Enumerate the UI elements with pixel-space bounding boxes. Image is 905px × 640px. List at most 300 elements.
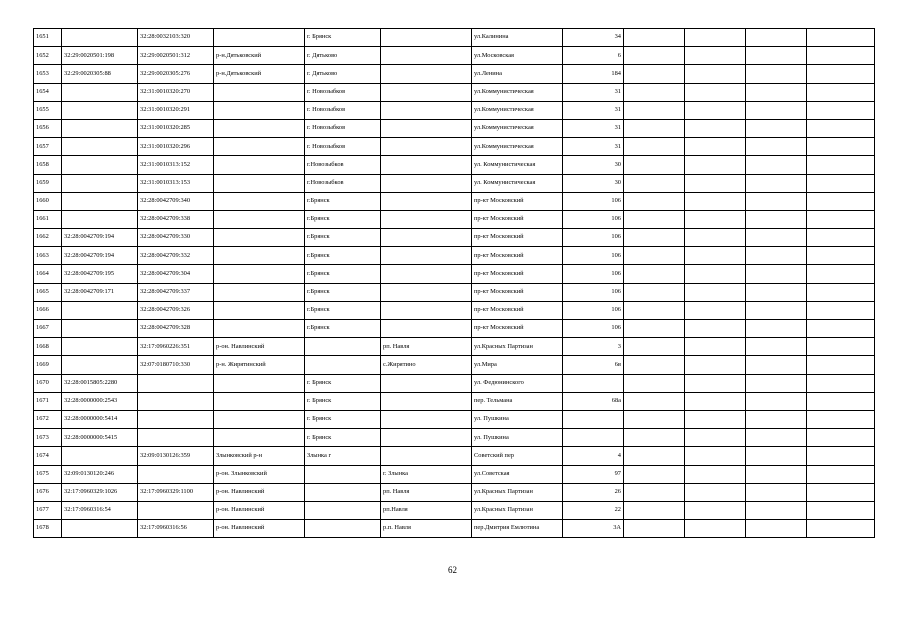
- locality-cell: г.Брянск: [305, 301, 381, 319]
- house-number-cell: 31: [563, 83, 624, 101]
- empty-cell: [807, 65, 875, 83]
- table-row: [34, 447, 875, 465]
- row-number-cell: 1661: [34, 210, 62, 228]
- empty-cell: [746, 447, 807, 465]
- house-number-cell: 68а: [563, 392, 624, 410]
- previous-cadastral-number-cell: 32:17:0960316:54: [62, 501, 138, 519]
- empty-cell: [685, 101, 746, 119]
- table-row: [34, 47, 875, 65]
- page-number: 62: [448, 565, 457, 575]
- cadastral-number-cell: 32:28:0042709:337: [138, 283, 214, 301]
- table-row: [34, 392, 875, 410]
- house-number-cell: 30: [563, 174, 624, 192]
- house-number-cell: 184: [563, 65, 624, 83]
- locality-cell: [305, 338, 381, 356]
- district-cell: [214, 101, 305, 119]
- house-number-cell: 106: [563, 301, 624, 319]
- settlement-cell: [381, 83, 472, 101]
- empty-cell: [807, 174, 875, 192]
- empty-cell: [685, 429, 746, 447]
- empty-cell: [624, 483, 685, 501]
- street-cell: пер. Тельмана: [472, 392, 563, 410]
- registry-table-body: [34, 29, 875, 538]
- settlement-cell: [381, 320, 472, 338]
- house-number-cell: 97: [563, 465, 624, 483]
- cadastral-number-cell: [138, 392, 214, 410]
- house-number-cell: 6в: [563, 356, 624, 374]
- previous-cadastral-number-cell: [62, 447, 138, 465]
- empty-cell: [624, 410, 685, 428]
- empty-cell: [807, 47, 875, 65]
- district-cell: р-он. Злынковский: [214, 465, 305, 483]
- empty-cell: [624, 447, 685, 465]
- empty-cell: [685, 192, 746, 210]
- table-row: [34, 301, 875, 319]
- cadastral-number-cell: 32:17:0960226:351: [138, 338, 214, 356]
- previous-cadastral-number-cell: 32:29:0020305:88: [62, 65, 138, 83]
- locality-cell: г.Брянск: [305, 229, 381, 247]
- house-number-cell: 31: [563, 138, 624, 156]
- empty-cell: [746, 47, 807, 65]
- empty-cell: [807, 447, 875, 465]
- locality-cell: г.Брянск: [305, 192, 381, 210]
- empty-cell: [746, 138, 807, 156]
- district-cell: [214, 119, 305, 137]
- empty-cell: [746, 229, 807, 247]
- previous-cadastral-number-cell: [62, 138, 138, 156]
- empty-cell: [807, 192, 875, 210]
- house-number-cell: 106: [563, 210, 624, 228]
- previous-cadastral-number-cell: [62, 119, 138, 137]
- locality-cell: г.Брянск: [305, 247, 381, 265]
- district-cell: [214, 374, 305, 392]
- row-number-cell: 1663: [34, 247, 62, 265]
- empty-cell: [746, 174, 807, 192]
- previous-cadastral-number-cell: [62, 301, 138, 319]
- previous-cadastral-number-cell: 32:28:0000000:5415: [62, 429, 138, 447]
- empty-cell: [807, 101, 875, 119]
- street-cell: пр-кт Московский: [472, 265, 563, 283]
- empty-cell: [746, 119, 807, 137]
- empty-cell: [807, 83, 875, 101]
- row-number-cell: 1655: [34, 101, 62, 119]
- empty-cell: [807, 119, 875, 137]
- street-cell: ул.Советская: [472, 465, 563, 483]
- locality-cell: Злынка г: [305, 447, 381, 465]
- empty-cell: [624, 247, 685, 265]
- table-row: [34, 410, 875, 428]
- previous-cadastral-number-cell: 32:29:0020501:198: [62, 47, 138, 65]
- empty-cell: [685, 392, 746, 410]
- district-cell: р-н. Жирятинский: [214, 356, 305, 374]
- street-cell: ул.Коммунистическая: [472, 83, 563, 101]
- previous-cadastral-number-cell: [62, 192, 138, 210]
- previous-cadastral-number-cell: 32:28:0042709:171: [62, 283, 138, 301]
- empty-cell: [746, 320, 807, 338]
- table-row: [34, 210, 875, 228]
- district-cell: [214, 229, 305, 247]
- empty-cell: [685, 301, 746, 319]
- house-number-cell: 26: [563, 483, 624, 501]
- empty-cell: [746, 465, 807, 483]
- cadastral-number-cell: 32:31:0010313:153: [138, 174, 214, 192]
- cadastral-number-cell: 32:28:0042709:326: [138, 301, 214, 319]
- locality-cell: [305, 356, 381, 374]
- settlement-cell: рп.Навля: [381, 501, 472, 519]
- street-cell: ул.Ленина: [472, 65, 563, 83]
- row-number-cell: 1654: [34, 83, 62, 101]
- table-row: [34, 429, 875, 447]
- locality-cell: г.Новозыбков: [305, 174, 381, 192]
- row-number-cell: 1668: [34, 338, 62, 356]
- street-cell: ул.Красных Партизан: [472, 501, 563, 519]
- district-cell: [214, 301, 305, 319]
- street-cell: ул.Московская: [472, 47, 563, 65]
- row-number-cell: 1664: [34, 265, 62, 283]
- registry-table: [33, 28, 875, 538]
- row-number-cell: 1675: [34, 465, 62, 483]
- empty-cell: [624, 338, 685, 356]
- empty-cell: [807, 338, 875, 356]
- district-cell: [214, 410, 305, 428]
- row-number-cell: 1677: [34, 501, 62, 519]
- cadastral-number-cell: 32:29:0020305:276: [138, 65, 214, 83]
- empty-cell: [746, 501, 807, 519]
- table-row: [34, 320, 875, 338]
- district-cell: [214, 174, 305, 192]
- empty-cell: [685, 356, 746, 374]
- empty-cell: [807, 320, 875, 338]
- cadastral-number-cell: 32:28:0042709:340: [138, 192, 214, 210]
- settlement-cell: [381, 138, 472, 156]
- empty-cell: [624, 83, 685, 101]
- empty-cell: [624, 192, 685, 210]
- locality-cell: г. Брянск: [305, 29, 381, 47]
- empty-cell: [807, 465, 875, 483]
- locality-cell: г. Брянск: [305, 429, 381, 447]
- empty-cell: [807, 229, 875, 247]
- previous-cadastral-number-cell: [62, 101, 138, 119]
- previous-cadastral-number-cell: [62, 356, 138, 374]
- empty-cell: [685, 320, 746, 338]
- cadastral-number-cell: 32:31:0010320:270: [138, 83, 214, 101]
- empty-cell: [746, 65, 807, 83]
- empty-cell: [746, 283, 807, 301]
- previous-cadastral-number-cell: [62, 338, 138, 356]
- empty-cell: [807, 138, 875, 156]
- empty-cell: [746, 374, 807, 392]
- street-cell: ул.Мира: [472, 356, 563, 374]
- row-number-cell: 1652: [34, 47, 62, 65]
- locality-cell: г. Новозыбков: [305, 83, 381, 101]
- cadastral-number-cell: 32:31:0010313:152: [138, 156, 214, 174]
- empty-cell: [746, 210, 807, 228]
- empty-cell: [624, 465, 685, 483]
- empty-cell: [807, 283, 875, 301]
- district-cell: [214, 283, 305, 301]
- house-number-cell: 106: [563, 265, 624, 283]
- empty-cell: [807, 429, 875, 447]
- district-cell: [214, 265, 305, 283]
- empty-cell: [624, 301, 685, 319]
- house-number-cell: 3А: [563, 520, 624, 538]
- row-number-cell: 1669: [34, 356, 62, 374]
- street-cell: ул. Федюнинского: [472, 374, 563, 392]
- empty-cell: [624, 229, 685, 247]
- district-cell: [214, 392, 305, 410]
- empty-cell: [746, 247, 807, 265]
- settlement-cell: [381, 65, 472, 83]
- empty-cell: [685, 283, 746, 301]
- empty-cell: [685, 229, 746, 247]
- empty-cell: [624, 119, 685, 137]
- previous-cadastral-number-cell: 32:09:0130120:246: [62, 465, 138, 483]
- cadastral-number-cell: 32:09:0130126:359: [138, 447, 214, 465]
- house-number-cell: 106: [563, 320, 624, 338]
- empty-cell: [685, 47, 746, 65]
- table-row: [34, 229, 875, 247]
- previous-cadastral-number-cell: 32:28:0042709:195: [62, 265, 138, 283]
- table-row: [34, 247, 875, 265]
- settlement-cell: [381, 156, 472, 174]
- empty-cell: [746, 392, 807, 410]
- cadastral-number-cell: 32:07:0180710:330: [138, 356, 214, 374]
- street-cell: ул.Красных Партизан: [472, 483, 563, 501]
- empty-cell: [685, 374, 746, 392]
- table-row: [34, 138, 875, 156]
- empty-cell: [685, 29, 746, 47]
- settlement-cell: [381, 119, 472, 137]
- house-number-cell: 4: [563, 447, 624, 465]
- street-cell: Советский пер: [472, 447, 563, 465]
- table-row: [34, 265, 875, 283]
- empty-cell: [746, 483, 807, 501]
- cadastral-number-cell: 32:28:0042709:332: [138, 247, 214, 265]
- district-cell: Злынковский р-н: [214, 447, 305, 465]
- district-cell: [214, 210, 305, 228]
- cadastral-number-cell: 32:31:0010320:296: [138, 138, 214, 156]
- street-cell: пр-кт Московский: [472, 247, 563, 265]
- cadastral-number-cell: [138, 410, 214, 428]
- house-number-cell: 106: [563, 229, 624, 247]
- settlement-cell: [381, 29, 472, 47]
- street-cell: ул.Коммунистическая: [472, 101, 563, 119]
- cadastral-number-cell: 32:28:0042709:338: [138, 210, 214, 228]
- table-row: [34, 101, 875, 119]
- locality-cell: г. Брянск: [305, 392, 381, 410]
- empty-cell: [746, 429, 807, 447]
- house-number-cell: 31: [563, 101, 624, 119]
- cadastral-number-cell: [138, 465, 214, 483]
- house-number-cell: [563, 374, 624, 392]
- previous-cadastral-number-cell: [62, 156, 138, 174]
- empty-cell: [624, 156, 685, 174]
- empty-cell: [685, 65, 746, 83]
- empty-cell: [746, 265, 807, 283]
- row-number-cell: 1672: [34, 410, 62, 428]
- street-cell: ул.Коммунистическая: [472, 138, 563, 156]
- empty-cell: [685, 410, 746, 428]
- empty-cell: [807, 29, 875, 47]
- row-number-cell: 1666: [34, 301, 62, 319]
- empty-cell: [685, 338, 746, 356]
- empty-cell: [807, 247, 875, 265]
- settlement-cell: [381, 247, 472, 265]
- row-number-cell: 1651: [34, 29, 62, 47]
- locality-cell: г. Брянск: [305, 410, 381, 428]
- table-row: [34, 374, 875, 392]
- empty-cell: [685, 138, 746, 156]
- house-number-cell: 30: [563, 156, 624, 174]
- row-number-cell: 1660: [34, 192, 62, 210]
- district-cell: р-он. Навлинский: [214, 501, 305, 519]
- locality-cell: г. Брянск: [305, 374, 381, 392]
- empty-cell: [807, 374, 875, 392]
- street-cell: пр-кт Московский: [472, 283, 563, 301]
- table-row: [34, 119, 875, 137]
- cadastral-number-cell: 32:28:0042709:330: [138, 229, 214, 247]
- cadastral-number-cell: 32:17:0960329:1100: [138, 483, 214, 501]
- empty-cell: [685, 247, 746, 265]
- table-row: [34, 283, 875, 301]
- street-cell: пр-кт Московский: [472, 229, 563, 247]
- empty-cell: [685, 174, 746, 192]
- house-number-cell: 22: [563, 501, 624, 519]
- district-cell: [214, 29, 305, 47]
- settlement-cell: [381, 101, 472, 119]
- empty-cell: [685, 265, 746, 283]
- table-row: [34, 192, 875, 210]
- empty-cell: [624, 265, 685, 283]
- empty-cell: [807, 392, 875, 410]
- previous-cadastral-number-cell: 32:28:0000000:5414: [62, 410, 138, 428]
- empty-cell: [685, 465, 746, 483]
- empty-cell: [685, 119, 746, 137]
- row-number-cell: 1656: [34, 119, 62, 137]
- empty-cell: [807, 265, 875, 283]
- settlement-cell: [381, 47, 472, 65]
- street-cell: ул. Коммунистическая: [472, 174, 563, 192]
- settlement-cell: рп. Навля: [381, 338, 472, 356]
- street-cell: ул.Красных Партизан: [472, 338, 563, 356]
- street-cell: ул. Пушкина: [472, 410, 563, 428]
- district-cell: [214, 247, 305, 265]
- table-row: [34, 501, 875, 519]
- cadastral-number-cell: 32:29:0020501:312: [138, 47, 214, 65]
- table-row: [34, 174, 875, 192]
- house-number-cell: [563, 429, 624, 447]
- row-number-cell: 1676: [34, 483, 62, 501]
- settlement-cell: [381, 283, 472, 301]
- empty-cell: [807, 156, 875, 174]
- locality-cell: г. Новозыбков: [305, 119, 381, 137]
- previous-cadastral-number-cell: [62, 29, 138, 47]
- settlement-cell: [381, 301, 472, 319]
- table-row: [34, 356, 875, 374]
- cadastral-number-cell: [138, 374, 214, 392]
- settlement-cell: с.Жирятино: [381, 356, 472, 374]
- settlement-cell: [381, 210, 472, 228]
- settlement-cell: г. Злынка: [381, 465, 472, 483]
- table-row: [34, 29, 875, 47]
- district-cell: [214, 320, 305, 338]
- table-row: [34, 483, 875, 501]
- table-row: [34, 520, 875, 538]
- locality-cell: г.Брянск: [305, 210, 381, 228]
- empty-cell: [685, 501, 746, 519]
- empty-cell: [746, 520, 807, 538]
- cadastral-number-cell: 32:28:0032103:320: [138, 29, 214, 47]
- locality-cell: г. Дятьково: [305, 65, 381, 83]
- settlement-cell: [381, 174, 472, 192]
- street-cell: ул. Пушкина: [472, 429, 563, 447]
- empty-cell: [624, 138, 685, 156]
- locality-cell: [305, 483, 381, 501]
- district-cell: [214, 156, 305, 174]
- empty-cell: [746, 192, 807, 210]
- cadastral-number-cell: 32:31:0010320:291: [138, 101, 214, 119]
- settlement-cell: [381, 410, 472, 428]
- empty-cell: [807, 301, 875, 319]
- previous-cadastral-number-cell: [62, 320, 138, 338]
- empty-cell: [624, 374, 685, 392]
- empty-cell: [624, 429, 685, 447]
- cadastral-number-cell: [138, 429, 214, 447]
- previous-cadastral-number-cell: [62, 520, 138, 538]
- table-row: [34, 65, 875, 83]
- empty-cell: [746, 101, 807, 119]
- street-cell: ул.Калинина: [472, 29, 563, 47]
- settlement-cell: [381, 265, 472, 283]
- district-cell: [214, 83, 305, 101]
- row-number-cell: 1678: [34, 520, 62, 538]
- house-number-cell: 6: [563, 47, 624, 65]
- table-row: [34, 338, 875, 356]
- street-cell: пр-кт Московский: [472, 320, 563, 338]
- empty-cell: [685, 520, 746, 538]
- locality-cell: г.Брянск: [305, 283, 381, 301]
- previous-cadastral-number-cell: [62, 210, 138, 228]
- house-number-cell: 31: [563, 119, 624, 137]
- empty-cell: [624, 101, 685, 119]
- empty-cell: [685, 156, 746, 174]
- district-cell: [214, 429, 305, 447]
- empty-cell: [807, 483, 875, 501]
- empty-cell: [624, 356, 685, 374]
- empty-cell: [624, 283, 685, 301]
- street-cell: ул.Коммунистическая: [472, 119, 563, 137]
- empty-cell: [746, 29, 807, 47]
- locality-cell: [305, 501, 381, 519]
- empty-cell: [746, 83, 807, 101]
- district-cell: [214, 138, 305, 156]
- cadastral-number-cell: [138, 501, 214, 519]
- settlement-cell: [381, 374, 472, 392]
- row-number-cell: 1673: [34, 429, 62, 447]
- locality-cell: [305, 465, 381, 483]
- locality-cell: г. Дятьково: [305, 47, 381, 65]
- empty-cell: [746, 410, 807, 428]
- district-cell: р-н.Дятьковский: [214, 47, 305, 65]
- empty-cell: [746, 301, 807, 319]
- empty-cell: [746, 156, 807, 174]
- previous-cadastral-number-cell: [62, 83, 138, 101]
- house-number-cell: 106: [563, 247, 624, 265]
- previous-cadastral-number-cell: 32:28:0015805:2280: [62, 374, 138, 392]
- district-cell: р-он. Навлинский: [214, 520, 305, 538]
- row-number-cell: 1658: [34, 156, 62, 174]
- district-cell: р-он. Навлинский: [214, 338, 305, 356]
